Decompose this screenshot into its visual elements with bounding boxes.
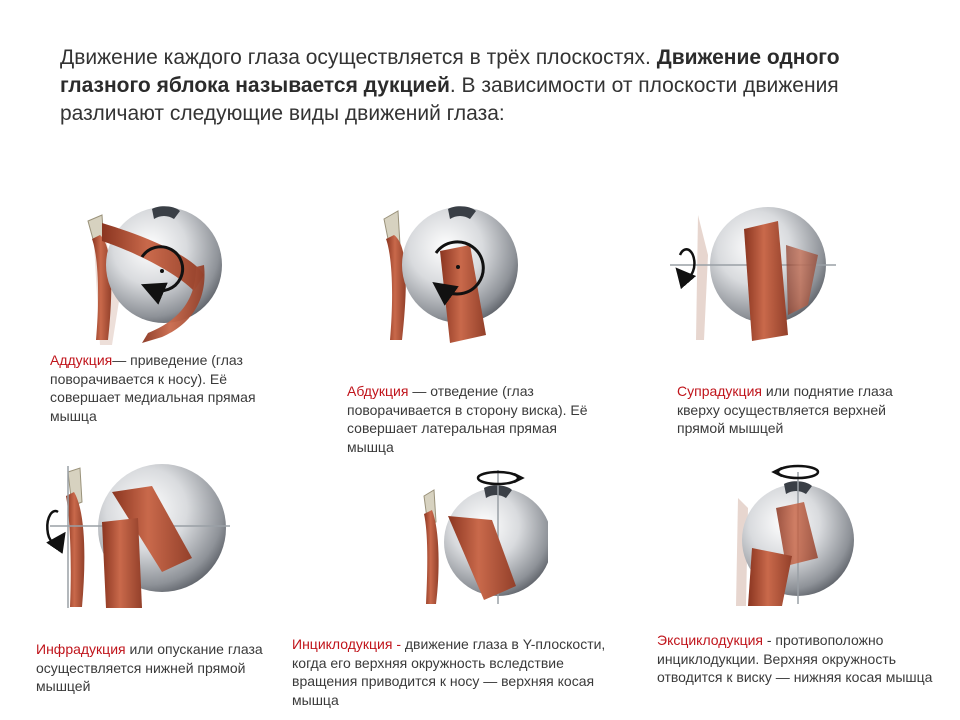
term-excycloduction: Эксциклодукция	[657, 632, 763, 648]
eye-adduction-illustration	[82, 205, 242, 345]
term-incycloduction: Инциклодукция -	[292, 636, 401, 652]
desc-supraduction: или поднятие глаза кверху осуществляется верхней прямой мышцей	[677, 383, 893, 436]
caption-adduction	[50, 351, 295, 425]
term-infraduction: Инфрадукция	[36, 641, 126, 657]
eye-infraduction-illustration	[42, 462, 232, 610]
desc-infraduction: или опускание глаза осуществляется нижней прямой мышцей	[36, 641, 263, 694]
intro-text-2: . В зависимости от плоскости движения различают следующие виды движений глаза:	[60, 74, 839, 125]
intro-bold: Движение одного глазного яблока называется дукцией	[60, 46, 840, 97]
eye-incycloduction-illustration	[418, 466, 548, 606]
caption-supraduction	[677, 382, 907, 438]
desc-incycloduction: движение глаза в Y-плоскости, когда его верхняя окружность вследствие вращения приводится к носу — верхняя косая мышца	[292, 636, 606, 708]
desc-adduction: — приведение (глаз поворачивается к носу). Её совершает медиальная прямая мышца	[50, 352, 256, 424]
intro-text-1: Движение каждого глаза осуществляется в трёх плоскостях.	[60, 46, 657, 69]
desc-excycloduction: - противоположно инциклодукции. Верхняя окружность отводится к виску — нижняя косая мышца	[657, 632, 933, 685]
intro-paragraph	[60, 44, 880, 128]
caption-excycloduction	[657, 631, 942, 687]
eye-abduction-illustration	[378, 205, 528, 345]
caption-incycloduction	[292, 635, 612, 709]
term-supraduction: Супрадукция	[677, 383, 762, 399]
eye-supraduction-illustration	[668, 205, 838, 345]
eye-excycloduction-illustration	[722, 458, 862, 608]
desc-abduction: — отведение (глаз поворачивается в сторону виска). Её совершает латеральная прямая мышца	[347, 383, 588, 455]
term-adduction: Аддукция	[50, 352, 113, 368]
term-abduction: Абдукция	[347, 383, 409, 399]
caption-abduction	[347, 382, 607, 456]
caption-infraduction	[36, 640, 271, 696]
